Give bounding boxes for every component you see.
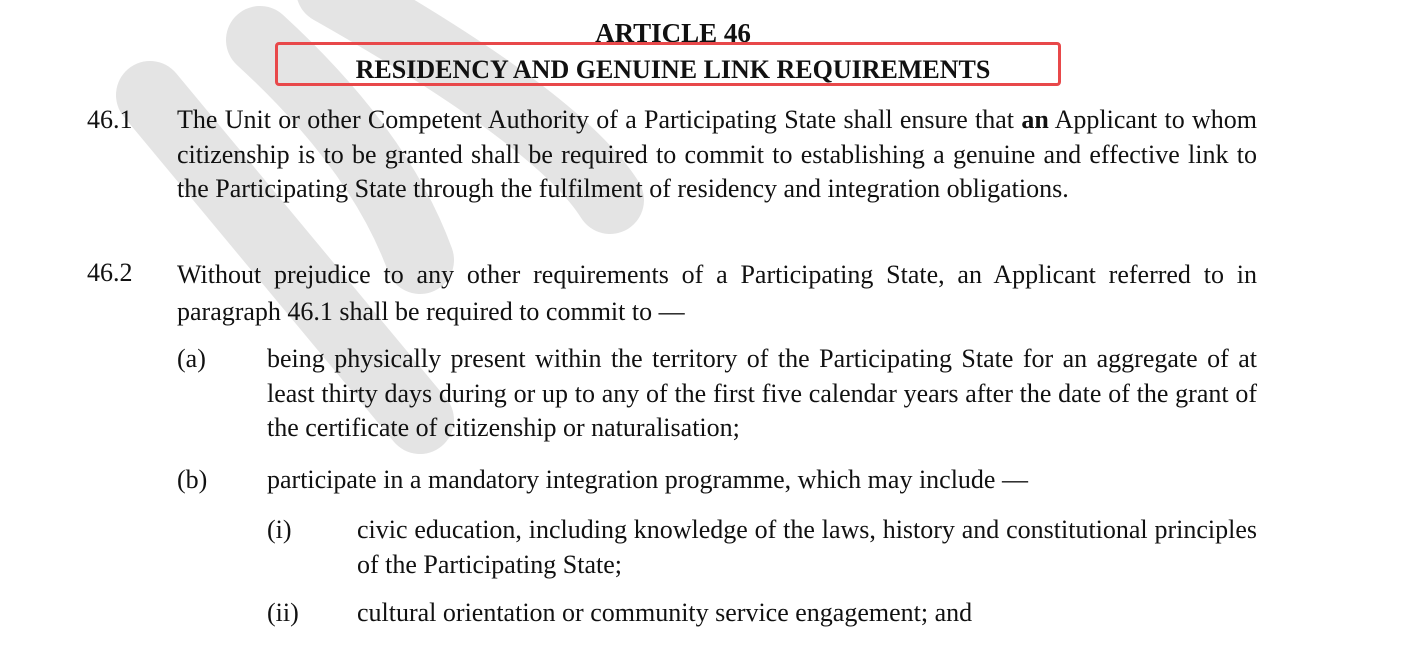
subitem-label-i: (i) <box>267 515 292 544</box>
title-highlight-box <box>275 42 1061 86</box>
item-text-b: participate in a mandatory integration programme, which may include — <box>267 465 1028 494</box>
item-label-a: (a) <box>177 344 206 373</box>
subitem-text-i: civic education, including knowledge of the laws, history and constitutional principles of the Participating State; <box>357 515 1257 579</box>
section-number-46-2: 46.2 <box>87 258 133 287</box>
section-text-46-1 <box>177 103 1257 207</box>
section-number-46-1: 46.1 <box>87 105 133 134</box>
section-text-46-1-part2: Applicant to whom citizenship is to be granted shall be required to commit to establishing a genuine and effective link to the Participating State through the fulfilment of residency and integration obligations. <box>177 105 1257 203</box>
article-title: RESIDENCY AND GENUINE LINK REQUIREMENTS <box>355 55 991 84</box>
subitem-text-ii: cultural orientation or community service engagement; and <box>357 598 973 627</box>
section-text-46-2: Without prejudice to any other requirements of a Participating State, an Applicant referred to in paragraph 46.1 shall be required to commit to — <box>177 260 1257 326</box>
item-label-b: (b) <box>177 465 208 494</box>
section-text-46-1-part1: The Unit or other Competent Authority of a Participating State shall ensure that <box>177 105 1022 134</box>
subitem-label-ii: (ii) <box>267 598 299 627</box>
section-text-46-1-bold: an <box>1021 105 1049 134</box>
article-number-heading: ARTICLE 46 <box>595 18 751 43</box>
item-text-a: being physically present within the territory of the Participating State for an aggregate of at least thirty days during or up to any of the first five calendar years after the date of the grant of the certificate of citizenship or naturalisation; <box>267 344 1257 442</box>
